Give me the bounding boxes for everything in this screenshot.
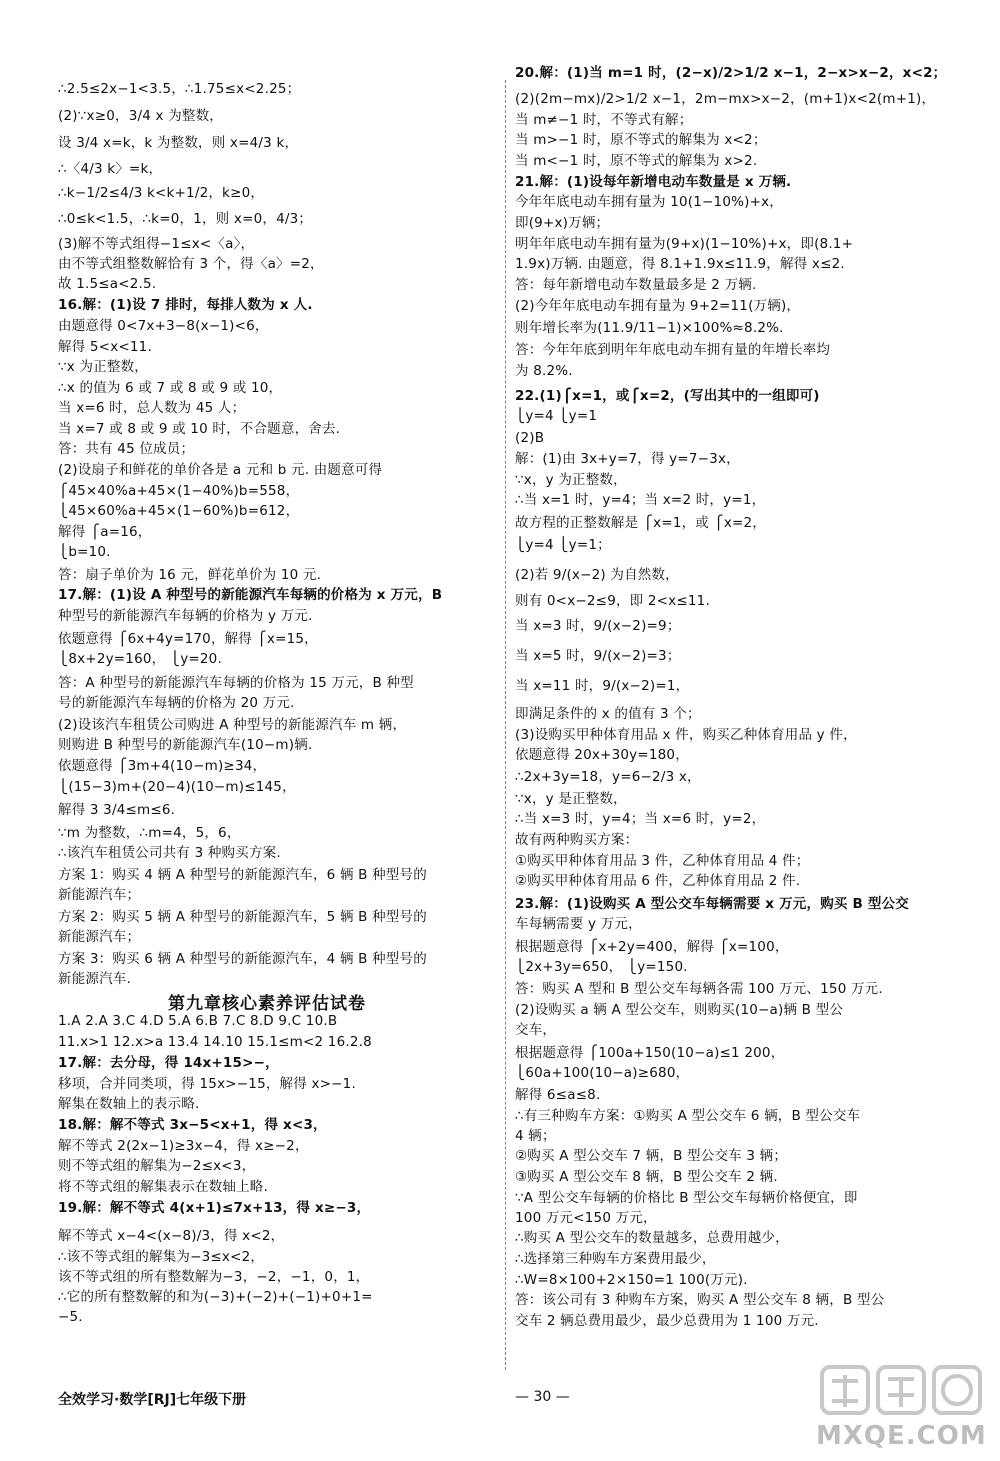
left-text-line: 第九章核心素养评估试卷 [168,994,366,1014]
left-text-line: ⎧45×40%a+45×(1−40%)b=558， [58,483,300,499]
left-text-line: ⎩b=10. [58,544,111,560]
right-text-line: 当 m<−1 时，原不等式的解集为 x>2. [515,153,758,169]
left-text-line: ∴该汽车租赁公司共有 3 种购买方案. [58,845,281,861]
left-text-line: 1.A 2.A 3.C 4.D 5.A 6.B 7.C 8.D 9.C 10.B [58,1013,338,1029]
left-text-line: 新能源汽车； [58,887,141,903]
right-text-line: 交车， [515,1022,557,1038]
left-text-line: ⎩8x+2y=160， ⎩y=20. [58,651,222,667]
right-text-line: 21.解：(1)设每年新增电动车数量是 x 万辆. [515,174,792,190]
left-text-line: 方案 2：购买 5 辆 A 种型号的新能源汽车，5 辆 B 种型号的 [58,909,427,925]
right-text-line: 车每辆需要 y 万元， [515,916,642,932]
right-text-line: (2)设购买 a 辆 A 型公交车，则购买(10−a)辆 B 型公 [515,1002,844,1018]
right-text-line: 答：今年年底到明年年底电动车拥有量的年增长率均 [515,342,831,358]
left-text-line: 方案 3：购买 6 辆 A 种型号的新能源汽车，4 辆 B 种型号的 [58,951,427,967]
left-text-line: 解不等式 2(2x−1)≥3x−4，得 x≥−2， [58,1138,309,1154]
left-text-line: 解得 ⎧a=16， [58,524,152,540]
right-text-line: ⎩y=4 ⎩y=1 [515,408,598,424]
left-text-line: ∴2.5≤2x−1<3.5，∴1.75≤x<2.25； [58,81,301,97]
left-text-line: 故 1.5≤a<2.5. [58,276,157,292]
left-text-line: 当 x=6 时，总人数为 45 人； [58,400,246,416]
left-text-line: 由题意得 0<7x+3−8(x−1)<6， [58,318,269,334]
right-text-line: 则年增长率为(11.9/11−1)×100%≈8.2%. [515,320,784,336]
right-text-line: 即满足条件的 x 的值有 3 个； [515,706,701,722]
right-text-line: 交车 2 辆总费用最少，最少总费用为 1 100 万元. [515,1313,819,1329]
right-text-line: ∵x，y 为正整数， [515,472,627,488]
left-text-line: ⎩(15−3)m+(20−4)(10−m)≤145， [58,779,296,795]
left-text-line: (3)解不等式组得−1≤x<〈a〉， [58,236,255,252]
left-text-line: (2)设该汽车租赁公司购进 A 种型号的新能源汽车 m 辆， [58,717,407,733]
watermark-text: MXQE.COM [816,1421,987,1451]
left-text-line: 依题意得 ⎧3m+4(10−m)≥34， [58,758,267,774]
right-text-line: 解：(1)由 3x+y=7，得 y=7−3x， [515,451,740,467]
left-text-line: 16.解：(1)设 7 排时，每排人数为 x 人. [58,297,313,313]
left-text-line: 答：共有 45 位成员； [58,441,195,457]
right-text-line: 4 辆； [515,1128,556,1144]
right-text-line: 即(9+x)万辆； [515,215,610,231]
right-text-line: 答：每年新增电动车数量最多是 2 万辆. [515,277,757,293]
right-text-line: 答：该公司有 3 种购车方案，购买 A 型公交车 8 辆，B 型公 [515,1292,885,1308]
right-text-line: ∴W=8×100+2×150=1 100(万元). [515,1272,748,1288]
left-text-line: 则不等式组的解集为−2≤x<3， [58,1158,256,1174]
left-text-line: 该不等式组的所有整数解为−3，−2，−1，0，1， [58,1269,370,1285]
column-divider [505,80,506,1370]
right-text-line: 23.解：(1)设购买 A 型公交车每辆需要 x 万元，购买 B 型公交 [515,896,909,912]
right-text-line: 当 x=11 时，9/(x−2)=1， [515,678,690,694]
right-text-line: ∴2x+3y=18，y=6−2/3 x， [515,769,701,785]
left-text-line: 号的新能源汽车每辆的价格为 20 万元. [58,695,295,711]
right-text-line: 解得 6≤a≤8. [515,1087,601,1103]
right-text-line: 当 x=5 时，9/(x−2)=3； [515,648,681,664]
left-text-line: 当 x=7 或 8 或 9 或 10 时，不合题意，舍去. [58,421,341,437]
right-text-line: 故有两种购买方案： [515,832,639,848]
right-text-line: 当 m>−1 时，原不等式的解集为 x<2； [515,132,767,148]
right-text-line: 依题意得 20x+30y=180， [515,747,689,763]
answer-seal-icon [816,1361,986,1425]
left-text-line: 答：扇子单价为 16 元，鲜花单价为 10 元. [58,567,322,583]
left-text-line: 11.x>1 12.x>a 13.4 14.10 15.1≤m<2 16.2.8 [58,1034,372,1050]
right-text-line: (2)B [515,430,545,446]
left-text-line: 解得 3 3/4≤m≤6. [58,802,176,818]
left-text-line: 18.解：解不等式 3x−5<x+1，得 x<3， [58,1117,327,1133]
right-text-line: 则有 0<x−2≤9，即 2<x≤11. [515,593,710,609]
left-text-line: 方案 1：购买 4 辆 A 种型号的新能源汽车，6 辆 B 种型号的 [58,867,427,883]
right-text-line: 故方程的正整数解是 ⎧x=1，或 ⎧x=2， [515,515,767,531]
left-text-line: 17.解：(1)设 A 种型号的新能源汽车每辆的价格为 x 万元，B [58,587,443,603]
right-text-line: (2)今年年底电动车拥有量为 9+2=11(万辆)， [515,298,801,314]
left-text-line: −5. [58,1309,83,1325]
left-text-line: 解得 5<x<11. [58,339,152,355]
right-text-line: ∴当 x=3 时，y=4；当 x=6 时，y=2， [515,811,766,827]
footer-book-title: 全效学习·数学[RJ]七年级下册 [58,1392,247,1408]
left-text-line: 解集在数轴上的表示略. [58,1096,200,1112]
left-text-line: 新能源汽车. [58,971,131,987]
right-text-line: ∵x，y 是正整数， [515,791,627,807]
right-text-line: ⎩60a+100(10−a)≥680， [515,1065,690,1081]
right-text-line: 当 m≠−1 时，不等式有解； [515,112,693,128]
right-text-line: 明年年底电动车拥有量为(9+x)(1−10%)+x，即(8.1+ [515,236,854,252]
right-text-line: ∴有三种购车方案：①购买 A 型公交车 6 辆，B 型公交车 [515,1108,861,1124]
right-text-line: ③购买 A 型公交车 8 辆，B 型公交车 2 辆. [515,1169,778,1185]
right-text-line: 为 8.2%. [515,363,573,379]
left-text-line: 设 3/4 x=k，k 为整数，则 x=4/3 k， [58,135,299,151]
left-text-line: ∵m 为整数，∴m=4，5，6， [58,825,241,841]
left-text-line: ∴x 的值为 6 或 7 或 8 或 9 或 10， [58,380,283,396]
left-text-line: 种型号的新能源汽车每辆的价格为 y 万元. [58,608,313,624]
left-text-line: 由不等式组整数解恰有 3 个，得〈a〉=2， [58,256,324,272]
left-text-line: ∵x 为正整数， [58,359,148,375]
left-text-line: 新能源汽车； [58,929,141,945]
right-text-line: ∴购买 A 型公交车的数量越多，总费用越少， [515,1230,789,1246]
right-text-line: 1.9x)万辆. 由题意，得 8.1+1.9x≤11.9，解得 x≤2. [515,256,845,272]
right-text-line: (2)若 9/(x−2) 为自然数， [515,567,679,583]
left-text-line: (2)∵x≥0，3/4 x 为整数， [58,108,223,124]
left-text-line: (2)设扇子和鲜花的单价各是 a 元和 b 元. 由题意可得 [58,462,383,478]
right-text-line: (2)(2m−mx)/2>1/2 x−1，2m−mx>x−2，(m+1)x<2(m+1)， [515,91,936,107]
left-text-line: 19.解：解不等式 4(x+1)≤7x+13，得 x≥−3， [58,1200,371,1216]
left-text-line: ∴该不等式组的解集为−3≤x<2， [58,1249,265,1265]
right-text-line: ∴选择第三种购车方案费用最少， [515,1251,716,1267]
left-text-line: ∴它的所有整数解的和为(−3)+(−2)+(−1)+0+1= [58,1289,373,1305]
right-text-line: 今年年底电动车拥有量为 10(1−10%)+x， [515,194,784,210]
page-number: — 30 — [515,1389,570,1405]
right-text-line: 根据题意得 ⎧100a+150(10−a)≤1 200， [515,1045,785,1061]
right-text-line: ②购买 A 型公交车 7 辆，B 型公交车 3 辆； [515,1148,788,1164]
left-text-line: 则购进 B 种型号的新能源汽车(10−m)辆. [58,737,313,753]
right-text-line: ∴当 x=1 时，y=4；当 x=2 时，y=1， [515,492,766,508]
left-text-line: 解不等式 x−4<(x−8)/3，得 x<2， [58,1228,285,1244]
right-text-line: 根据题意得 ⎧x+2y=400，解得 ⎧x=100， [515,939,789,955]
left-text-line: 移项，合并同类项，得 15x>−15，解得 x>−1. [58,1076,356,1092]
left-text-line: ∴〈4/3 k〉=k， [58,161,163,177]
left-text-line: ∴0≤k<1.5，∴k=0，1，则 x=0，4/3； [58,211,313,227]
left-text-line: 17.解：去分母，得 14x+15>−， [58,1055,279,1071]
right-text-line: 100 万元<150 万元， [515,1210,657,1226]
right-text-line: ②购买甲种体育用品 6 件，乙种体育用品 2 件. [515,873,801,889]
right-text-line: ∵A 型公交车每辆的价格比 B 型公交车每辆价格便宜，即 [515,1190,858,1206]
right-text-line: ①购买甲种体育用品 3 件，乙种体育用品 4 件； [515,853,810,869]
left-text-line: 依题意得 ⎧6x+4y=170，解得 ⎧x=15， [58,631,318,647]
right-text-line: 22.(1)⎧x=1，或⎧x=2，(写出其中的一组即可) [515,388,820,404]
left-text-line: ⎩45×60%a+45×(1−60%)b=612， [58,503,300,519]
left-text-line: 将不等式组的解集表示在数轴上略. [58,1179,268,1195]
right-text-line: ⎩y=4 ⎩y=1； [515,537,611,553]
left-text-line: ∴k−1/2≤4/3 k<k+1/2，k≥0， [58,185,265,201]
right-text-line: 答：购买 A 型和 B 型公交车每辆各需 100 万元、150 万元. [515,981,883,997]
right-text-line: 20.解：(1)当 m=1 时，(2−x)/2>1/2 x−1，2−x>x−2，x<2； [515,65,947,81]
right-text-line: ⎩2x+3y=650， ⎩y=150. [515,959,688,975]
left-text-line: 答：A 种型号的新能源汽车每辆的价格为 15 万元，B 种型 [58,675,414,691]
right-text-line: 当 x=3 时，9/(x−2)=9； [515,618,681,634]
right-text-line: (3)设购买甲种体育用品 x 件，购买乙种体育用品 y 件， [515,727,857,743]
watermark-logo [816,1361,986,1451]
